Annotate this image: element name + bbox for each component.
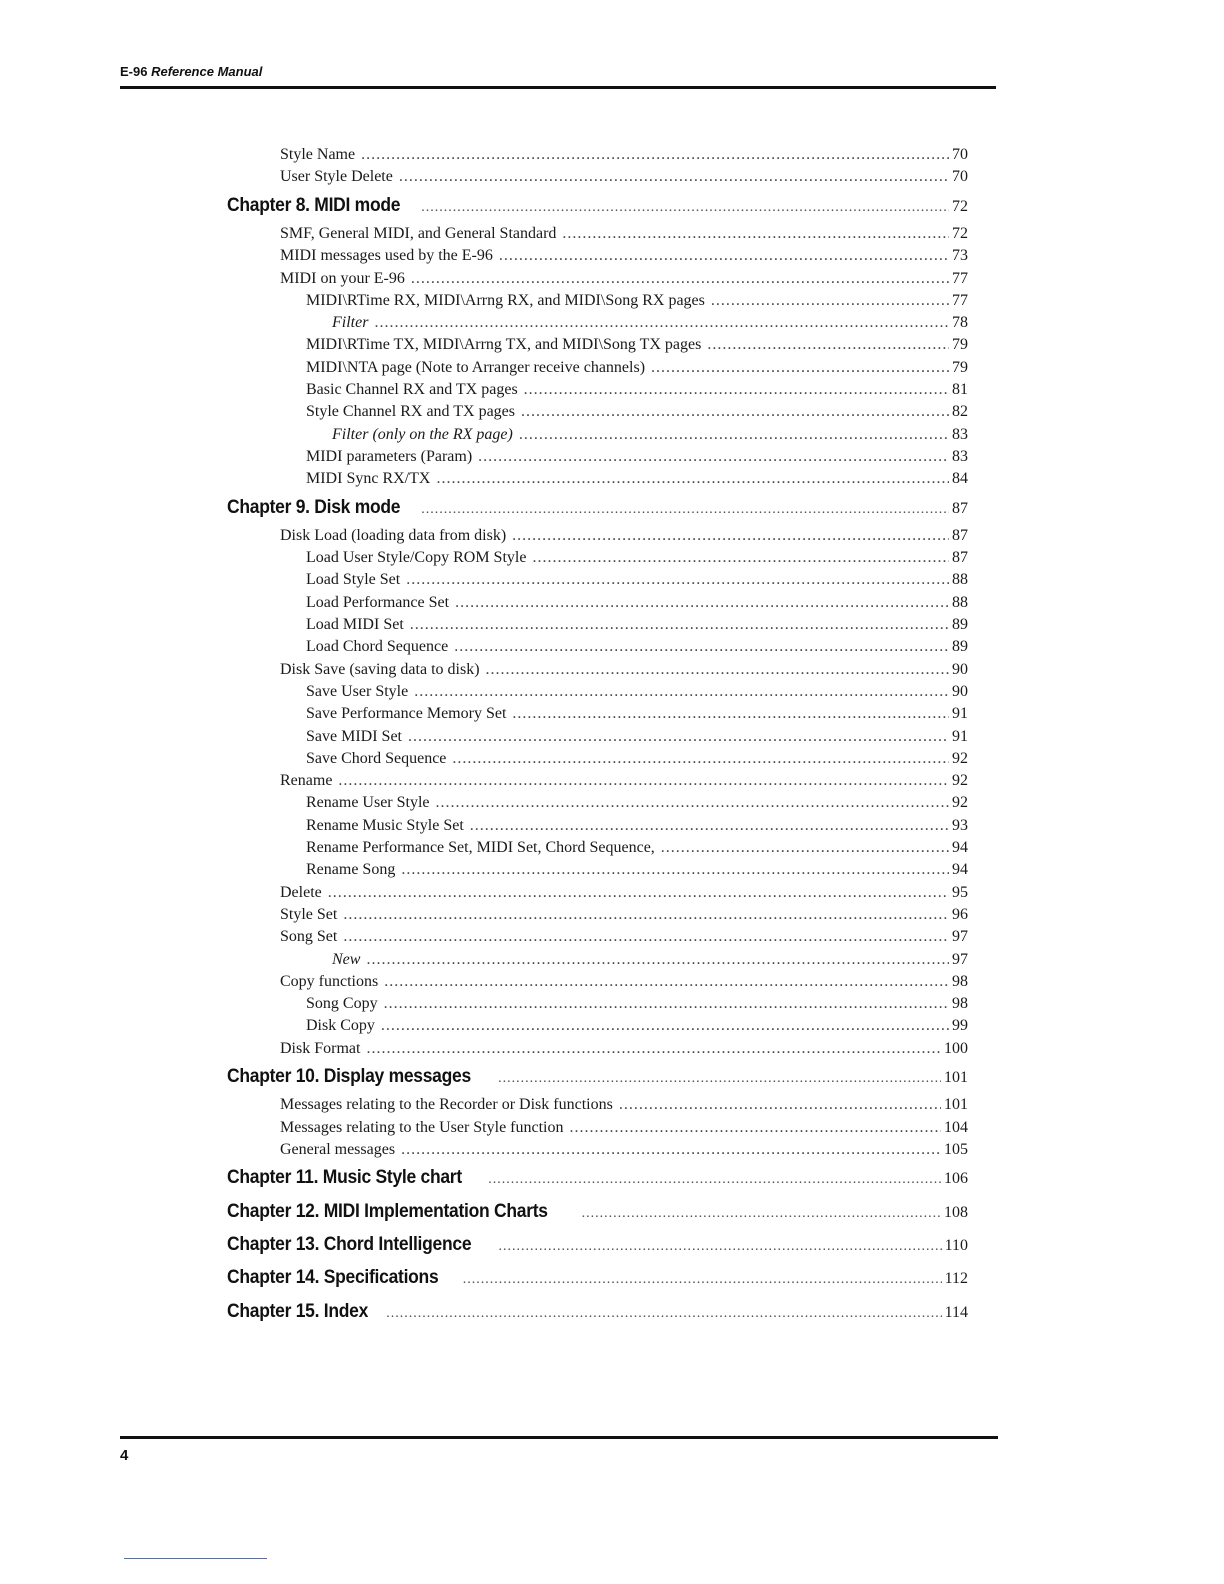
toc-entry[interactable] (280, 1040, 968, 1058)
toc-entry-page: 114 (944, 1303, 968, 1321)
dot-leader (455, 594, 949, 612)
toc-entry-page: 91 (952, 705, 968, 723)
dot-leader (408, 728, 949, 746)
toc-entry-page: 94 (952, 861, 968, 879)
toc-entry-title: Load User Style/Copy ROM Style (306, 549, 527, 567)
toc-entry-page: 87 (952, 549, 968, 567)
toc-entry-page: 88 (952, 571, 968, 589)
toc-entry-page: 92 (952, 749, 968, 767)
toc-entry-title: Load Chord Sequence (306, 638, 449, 656)
toc-entry-page: 82 (952, 403, 968, 421)
dot-leader (512, 705, 949, 723)
dot-leader (411, 270, 949, 288)
toc-entry[interactable] (306, 336, 968, 354)
toc-chapter-entry[interactable] (227, 1267, 968, 1289)
toc-entry-page: 97 (952, 950, 968, 968)
toc-entry-title: Style Name (280, 146, 356, 163)
toc-entry-page: 105 (944, 1140, 968, 1158)
toc-entry-page: 83 (952, 425, 968, 443)
toc-entry-title: Copy functions (280, 972, 379, 990)
toc-entry-page: 100 (944, 1039, 968, 1057)
dot-leader (521, 403, 949, 421)
toc-entry-page: 73 (952, 247, 968, 265)
toc-entry[interactable] (332, 314, 968, 332)
toc-entry[interactable] (306, 705, 968, 723)
toc-entry-title: New (332, 950, 361, 968)
dot-leader (524, 381, 949, 399)
toc-entry-page: 72 (952, 197, 968, 215)
toc-entry-page: 79 (952, 336, 968, 354)
toc-entry-page: 72 (952, 224, 968, 242)
toc-entry[interactable] (280, 928, 968, 946)
toc-entry[interactable] (280, 225, 968, 243)
toc-entry[interactable] (306, 359, 968, 377)
toc-entry-page: 98 (952, 972, 968, 990)
toc-entry-title: MIDI messages used by the E-96 (280, 247, 493, 265)
dot-leader (562, 225, 949, 243)
toc-entry-title: Disk Save (saving data to disk) (280, 660, 480, 678)
toc-entry-title: Chapter 15. Index (227, 1300, 369, 1322)
toc-entry-title: MIDI on your E-96 (280, 269, 405, 287)
toc-entry-title: Rename Music Style Set (306, 816, 464, 834)
toc-entry[interactable] (280, 146, 968, 164)
dot-leader (582, 1206, 941, 1222)
dot-leader (421, 200, 949, 216)
toc-entry[interactable] (280, 906, 968, 924)
toc-entry[interactable] (306, 995, 968, 1013)
dot-leader (386, 1306, 941, 1322)
toc-entry-page: 93 (952, 816, 968, 834)
toc-entry[interactable] (306, 750, 968, 768)
toc-entry[interactable] (306, 839, 968, 857)
dot-leader (454, 638, 949, 656)
toc-entry-page: 110 (944, 1237, 968, 1254)
dot-leader (470, 817, 949, 835)
toc-entry[interactable] (280, 1141, 968, 1159)
dot-leader (452, 750, 949, 768)
toc-entry-title: User Style Delete (280, 168, 393, 186)
toc-entry-title: Filter (only on the RX page) (332, 425, 513, 443)
toc-entry-page: 81 (952, 381, 968, 398)
toc-entry-title: Messages relating to the Recorder or Disk functions (280, 1096, 613, 1114)
toc-entry-title: MIDI parameters (Param) (306, 447, 473, 465)
dot-leader (707, 336, 949, 354)
toc-entry-page: 77 (952, 269, 968, 287)
footer-rule (120, 1436, 998, 1439)
dot-leader (328, 884, 949, 902)
toc-entry-page: 88 (952, 593, 968, 611)
dot-leader (436, 470, 949, 488)
toc-entry[interactable] (306, 817, 968, 835)
toc-chapter-entry[interactable] (227, 1234, 968, 1256)
toc-entry-page: 89 (952, 616, 968, 633)
toc-entry-page: 98 (952, 995, 968, 1013)
toc-entry-page: 91 (952, 727, 968, 745)
toc-entry-title: Chapter 12. MIDI Implementation Charts (227, 1200, 548, 1222)
toc-entry[interactable] (306, 616, 968, 634)
toc-chapter-entry[interactable] (227, 497, 968, 519)
toc-entry-title: Chapter 13. Chord Intelligence (227, 1234, 472, 1255)
dot-leader (343, 928, 949, 946)
toc-entry-title: Save User Style (306, 682, 409, 700)
toc-entry-title: Style Set (280, 905, 338, 923)
toc-entry[interactable] (280, 1119, 968, 1137)
toc-entry-title: Delete (280, 883, 322, 901)
toc-entry-title: Disk Load (loading data from disk) (280, 526, 507, 544)
toc-entry[interactable] (306, 448, 968, 466)
toc-entry-page: 108 (944, 1203, 968, 1221)
toc-entry-title: Filter (332, 314, 369, 332)
toc-entry-title: Rename Performance Set, MIDI Set, Chord Sequence, (306, 839, 655, 856)
dot-leader (661, 839, 949, 857)
toc-entry-page: 92 (952, 772, 968, 790)
dot-leader (374, 314, 949, 332)
toc-entry-title: SMF, General MIDI, and General Standard (280, 224, 557, 242)
dot-leader (399, 168, 949, 186)
dot-leader (401, 1141, 941, 1159)
toc-entry[interactable] (306, 381, 968, 399)
toc-entry-page: 70 (952, 168, 968, 186)
toc-entry-page: 83 (952, 447, 968, 465)
toc-entry-title: Load Style Set (306, 571, 401, 589)
toc-entry-page: 78 (952, 314, 968, 332)
dot-leader (384, 995, 949, 1013)
toc-entry[interactable] (306, 292, 968, 310)
dot-leader (406, 571, 949, 589)
dot-leader (478, 448, 949, 466)
dot-leader (381, 1017, 949, 1035)
dot-leader (463, 1272, 942, 1288)
toc-entry-title: Disk Copy (306, 1017, 375, 1035)
toc-entry[interactable] (332, 951, 968, 969)
page-number: 4 (120, 1447, 129, 1464)
toc-entry[interactable] (306, 638, 968, 656)
toc-entry[interactable] (280, 973, 968, 991)
dot-leader (338, 772, 949, 790)
toc-entry-page: 94 (952, 839, 968, 856)
toc-entry-page: 99 (952, 1017, 968, 1035)
toc-entry-title: Load Performance Set (306, 593, 450, 611)
toc-entry-title: Save Chord Sequence (306, 749, 447, 767)
dot-leader (512, 527, 949, 545)
dot-leader (401, 861, 949, 879)
toc-entry[interactable] (306, 571, 968, 589)
footer-underline (124, 1558, 267, 1559)
header-manual-title: Reference Manual (151, 64, 263, 79)
toc-entry[interactable] (306, 470, 968, 488)
toc-entry-title: Save Performance Memory Set (306, 705, 507, 723)
toc-chapter-entry[interactable] (227, 195, 968, 217)
toc-entry-title: MIDI\RTime RX, MIDI\Arrng RX, and MIDI\Song RX pages (306, 291, 705, 309)
dot-leader (361, 146, 949, 164)
toc-entry-page: 90 (952, 660, 968, 678)
dot-leader (343, 906, 949, 924)
toc-entry-page: 92 (952, 794, 968, 812)
dot-leader (519, 426, 949, 444)
toc-entry[interactable] (332, 426, 968, 444)
dot-leader (366, 1040, 941, 1058)
toc-entry-page: 79 (952, 358, 968, 376)
toc-entry[interactable] (306, 683, 968, 701)
dot-leader (486, 661, 949, 679)
toc-entry-page: 97 (952, 928, 968, 946)
dot-leader (651, 359, 949, 377)
dot-leader (499, 1239, 942, 1255)
toc-entry-title: Save MIDI Set (306, 727, 402, 745)
toc-entry[interactable] (306, 728, 968, 746)
toc-entry[interactable] (280, 168, 968, 186)
toc-entry[interactable] (306, 594, 968, 612)
toc-entry-page: 101 (944, 1096, 968, 1114)
toc-entry-page: 70 (952, 146, 968, 163)
dot-leader (570, 1119, 942, 1137)
dot-leader (711, 292, 949, 310)
toc-entry-page: 84 (952, 470, 968, 488)
toc-entry-title: Rename User Style (306, 794, 430, 812)
toc-entry-page: 77 (952, 291, 968, 309)
toc-entry-title: Rename (280, 772, 333, 790)
toc-entry[interactable] (280, 270, 968, 288)
dot-leader (532, 549, 949, 567)
toc-chapter-entry[interactable] (227, 1066, 968, 1088)
toc-entry[interactable] (280, 772, 968, 790)
dot-leader (436, 794, 949, 812)
toc-entry-title: Chapter 9. Disk mode (227, 496, 401, 518)
toc-chapter-entry[interactable] (227, 1167, 968, 1189)
toc-entry-title: Chapter 10. Display messages (227, 1066, 471, 1087)
toc-chapter-entry[interactable] (227, 1201, 968, 1223)
dot-leader (421, 502, 949, 518)
toc-entry[interactable] (306, 794, 968, 812)
toc-entry-title: Chapter 11. Music Style chart (227, 1167, 462, 1189)
toc-entry-title: Load MIDI Set (306, 616, 404, 633)
toc-entry-title: Song Copy (306, 995, 378, 1013)
toc-entry[interactable] (280, 1096, 968, 1114)
toc-entry[interactable] (306, 1017, 968, 1035)
toc-entry-page: 106 (944, 1170, 968, 1188)
toc-entry-title: Style Channel RX and TX pages (306, 403, 516, 421)
toc-entry-title: Chapter 14. Specifications (227, 1267, 439, 1289)
toc-entry-page: 96 (952, 905, 968, 923)
dot-leader (384, 973, 949, 991)
dot-leader (499, 247, 949, 265)
toc-entry[interactable] (280, 247, 968, 265)
toc-entry-title: Chapter 8. MIDI mode (227, 194, 401, 216)
toc-entry-title: Disk Format (280, 1039, 361, 1057)
dot-leader (488, 1172, 941, 1188)
toc-entry-page: 112 (944, 1270, 968, 1288)
toc-entry-title: Rename Song (306, 861, 396, 879)
toc-entry[interactable] (306, 861, 968, 879)
dot-leader (498, 1071, 941, 1087)
toc-entry-page: 89 (952, 638, 968, 656)
toc-entry-page: 90 (952, 682, 968, 700)
toc-entry-title: General messages (280, 1140, 396, 1158)
dot-leader (410, 616, 949, 634)
toc-entry-page: 87 (952, 499, 968, 517)
toc-entry[interactable] (280, 884, 968, 902)
toc-entry[interactable] (306, 549, 968, 567)
toc-entry[interactable] (306, 403, 968, 421)
toc-entry-title: Basic Channel RX and TX pages (306, 381, 518, 398)
toc-entry[interactable] (280, 527, 968, 545)
dot-leader (366, 951, 949, 969)
toc-entry-page: 87 (952, 526, 968, 544)
dot-leader (414, 683, 949, 701)
toc-entry-title: Messages relating to the User Style function (280, 1118, 564, 1136)
toc-entry-title: MIDI\RTime TX, MIDI\Arrng TX, and MIDI\Song TX pages (306, 336, 702, 354)
toc-entry-page: 95 (952, 883, 968, 901)
toc-entry-title: MIDI Sync RX/TX (306, 470, 431, 488)
header-model: E-96 (120, 64, 148, 79)
toc-entry-title: Song Set (280, 928, 338, 946)
toc-entry-page: 101 (944, 1069, 968, 1086)
toc-entry-page: 104 (944, 1118, 968, 1136)
toc-entry[interactable] (280, 661, 968, 679)
toc-entry-title: MIDI\NTA page (Note to Arranger receive channels) (306, 358, 646, 376)
dot-leader (619, 1096, 941, 1114)
toc-chapter-entry[interactable] (227, 1301, 968, 1323)
